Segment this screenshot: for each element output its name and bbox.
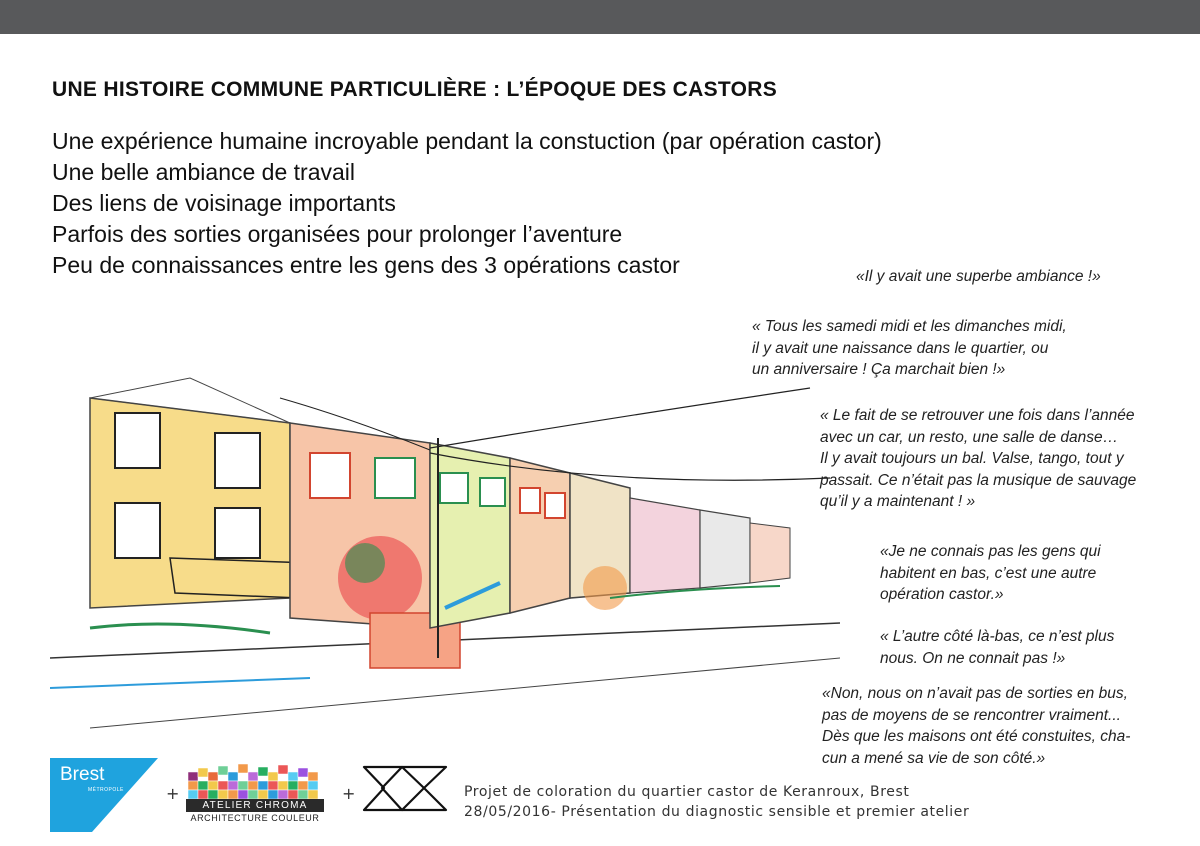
plus-sign: + — [342, 784, 356, 803]
quote-line: Dès que les maisons ont été constuites, cha- — [822, 728, 1131, 745]
quote-line: cun a mené sa vie de son côté.» — [822, 749, 1046, 767]
key-point: Peu de connaissances entre les gens des 3 opérations castor — [52, 252, 680, 278]
quote-line: « Tous les samedi midi et les dimanches midi, — [752, 318, 1067, 335]
quote-line: habitent en bas, c’est une autre — [880, 564, 1097, 582]
page-title: UNE HISTOIRE COMMUNE PARTICULIÈRE : L’ÉPOQUE DES CASTORS — [52, 78, 778, 101]
partner-logo — [362, 764, 448, 814]
key-point: Une belle ambiance de travail — [52, 159, 356, 185]
quote-line: qu’il y a maintenant ! » — [820, 493, 976, 510]
key-point: Des liens de voisinage importants — [52, 190, 396, 216]
quote-line: pas de moyens de se rencontrer vraiment... — [822, 706, 1121, 724]
quote-line: passait. Ce n’était pas la musique de sauvage — [820, 471, 1137, 489]
resident-quote — [880, 626, 1114, 669]
plus-sign: + — [166, 784, 180, 803]
quote-line: « L’autre côté là-bas, ce n’est plus — [880, 628, 1115, 645]
quote-line: avec un car, un resto, une salle de danse… — [820, 428, 1119, 446]
brest-logo-text: Brest — [60, 764, 105, 785]
project-caption-line: Projet de coloration du quartier castor de Keranroux, Brest — [464, 784, 910, 800]
project-caption — [464, 782, 969, 822]
atelier-chroma-name: ATELIER CHROMA — [186, 799, 324, 812]
quote-line: « Le fait de se retrouver une fois dans l’année — [820, 407, 1135, 424]
row-houses-sketch — [50, 358, 840, 738]
resident-quote — [822, 683, 1130, 769]
top-bar — [0, 0, 1200, 34]
quote-line: «Non, nous on n’avait pas de sorties en bus, — [822, 685, 1128, 702]
resident-quote — [820, 405, 1136, 513]
key-point: Une expérience humaine incroyable pendant la constuction (par opération castor) — [52, 128, 882, 154]
quote-line: «Il y avait une superbe ambiance !» — [856, 268, 1101, 285]
project-date-line: 28/05/2016- Présentation du diagnostic sensible et premier atelier — [464, 804, 970, 820]
quote-line: nous. On ne connait pas !» — [880, 649, 1066, 667]
quote-line: «Je ne connais pas les gens qui — [880, 543, 1101, 560]
quote-line: Il y avait toujours un bal. Valse, tango, tout y — [820, 450, 1124, 467]
resident-quote — [752, 316, 1067, 381]
key-points-list — [52, 126, 882, 281]
quote-line: opération castor.» — [880, 586, 1004, 603]
resident-quote — [880, 541, 1101, 606]
quote-line: un anniversaire ! Ça marchait bien !» — [752, 361, 1006, 378]
key-point: Parfois des sorties organisées pour prolonger l’aventure — [52, 221, 623, 247]
atelier-chroma-subtitle: ARCHITECTURE COULEUR — [190, 813, 320, 823]
quote-line: il y avait une naissance dans le quartier, ou — [752, 339, 1049, 357]
resident-quote — [856, 266, 1101, 288]
brest-logo-subtext: MÉTROPOLE — [88, 787, 124, 793]
